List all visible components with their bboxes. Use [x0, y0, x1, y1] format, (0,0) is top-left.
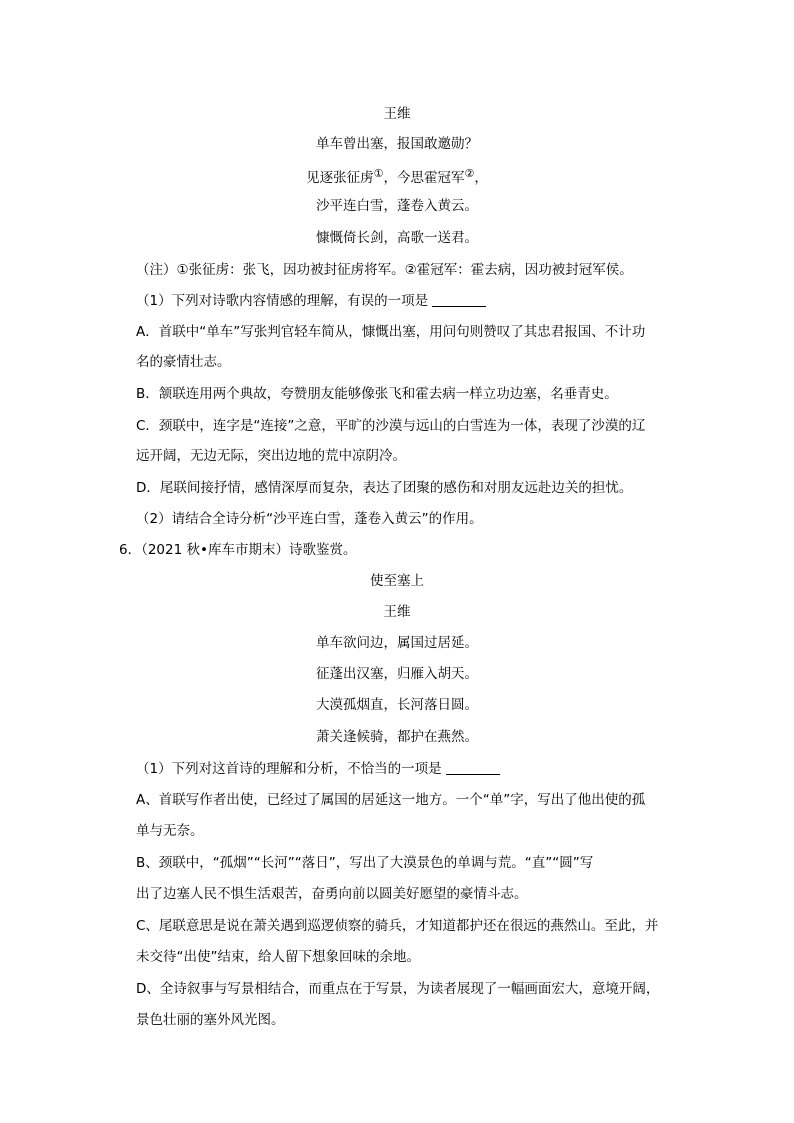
poem1-option-c-cont: 远开阔，无边无际，突出边地的荒中凉阴冷。	[136, 448, 406, 464]
answer-blank[interactable]	[432, 294, 486, 307]
poem2-author: 王维	[383, 604, 411, 620]
poem1-line-2: 见逐张征虏①，今思霍冠军②，	[306, 167, 488, 186]
poem1-author: 王维	[383, 106, 411, 122]
poem1-line-1: 单车曾出塞，报国敢邀勋？	[316, 136, 478, 152]
poem2-option-b: B、颈联中，“孤烟”“长河”“落日”，写出了大漠景色的单调与荒。“直”“圆”写	[136, 855, 594, 871]
poem2-option-a-cont: 单与无奈。	[136, 823, 204, 839]
poem2-title: 使至塞上	[370, 573, 424, 589]
poem2-line-4: 萧关逢候骑，都护在燕然。	[316, 729, 478, 745]
poem2-line-1: 单车欲问边，属国过居延。	[316, 635, 478, 651]
poem1-note: （注）①张征虏：张飞，因功被封征虏将军。②霍冠军：霍去病，因功被封冠军侯。	[136, 262, 633, 278]
poem1-line-4: 慷慨倚长剑，高歌一送君。	[316, 230, 478, 246]
poem1-option-b: B．颔联连用两个典故，夸赞朋友能够像张飞和霍去病一样立功边塞，名垂青史。	[136, 386, 618, 402]
question-source: （2021 秋•库车市期末）诗歌鉴赏。	[141, 542, 357, 558]
poem2-line-2: 征蓬出汉塞，归雁入胡天。	[316, 666, 478, 682]
answer-blank[interactable]	[446, 762, 500, 775]
poem2-option-a: A、首联写作者出使，已经过了属国的居延这一地方。一个“单”字，写出了他出使的孤	[136, 792, 646, 808]
question-number: 6．	[119, 542, 142, 558]
poem2-option-c: C、尾联意思是说在萧关遇到巡逻侦察的骑兵，才知道都护还在很远的燕然山。至此，并	[136, 918, 659, 934]
poem2-line-3: 大漠孤烟直，长河落日圆。	[316, 697, 478, 713]
poem1-line-3: 沙平连白雪，蓬卷入黄云。	[316, 198, 478, 214]
poem1-option-d: D．尾联间接抒情，感情深厚而复杂，表达了团聚的感伤和对朋友远赴边关的担忧。	[136, 480, 633, 496]
poem2-option-d: D、全诗叙事与写景相结合，而重点在于写景，为读者展现了一幅画面宏大，意境开阔，	[136, 981, 660, 997]
footnote-mark-1: ①	[373, 167, 384, 180]
poem2-option-c-cont: 未交待“出使”结束，给人留下想象回味的余地。	[136, 949, 420, 965]
poem2-option-b-cont: 出了边塞人民不惧生活艰苦，奋勇向前以圆美好愿望的豪情斗志。	[136, 886, 528, 902]
question-6-header	[119, 540, 356, 560]
poem2-option-d-cont: 景色壮丽的塞外风光图。	[136, 1012, 285, 1028]
footnote-mark-2: ②	[464, 167, 475, 180]
poem1-question-1: （1）下列对诗歌内容情感的理解，有误的一项是	[136, 291, 486, 311]
poem1-option-a-cont: 名的豪情壮志。	[136, 354, 231, 370]
poem1-question-2: （2）请结合全诗分析“沙平连白雪，蓬卷入黄云”的作用。	[136, 511, 483, 527]
poem1-option-c: C．颈联中，连字是“连接”之意，平旷的沙漠与远山的白雪连为一体，表现了沙漠的辽	[136, 418, 646, 434]
poem2-question-1: （1）下列对这首诗的理解和分析，不恰当的一项是	[136, 759, 500, 779]
poem1-option-a: A．首联中“单车”写张判官轻车简从，慷慨出塞，用问句则赞叹了其忠君报国、不计功	[136, 324, 646, 340]
